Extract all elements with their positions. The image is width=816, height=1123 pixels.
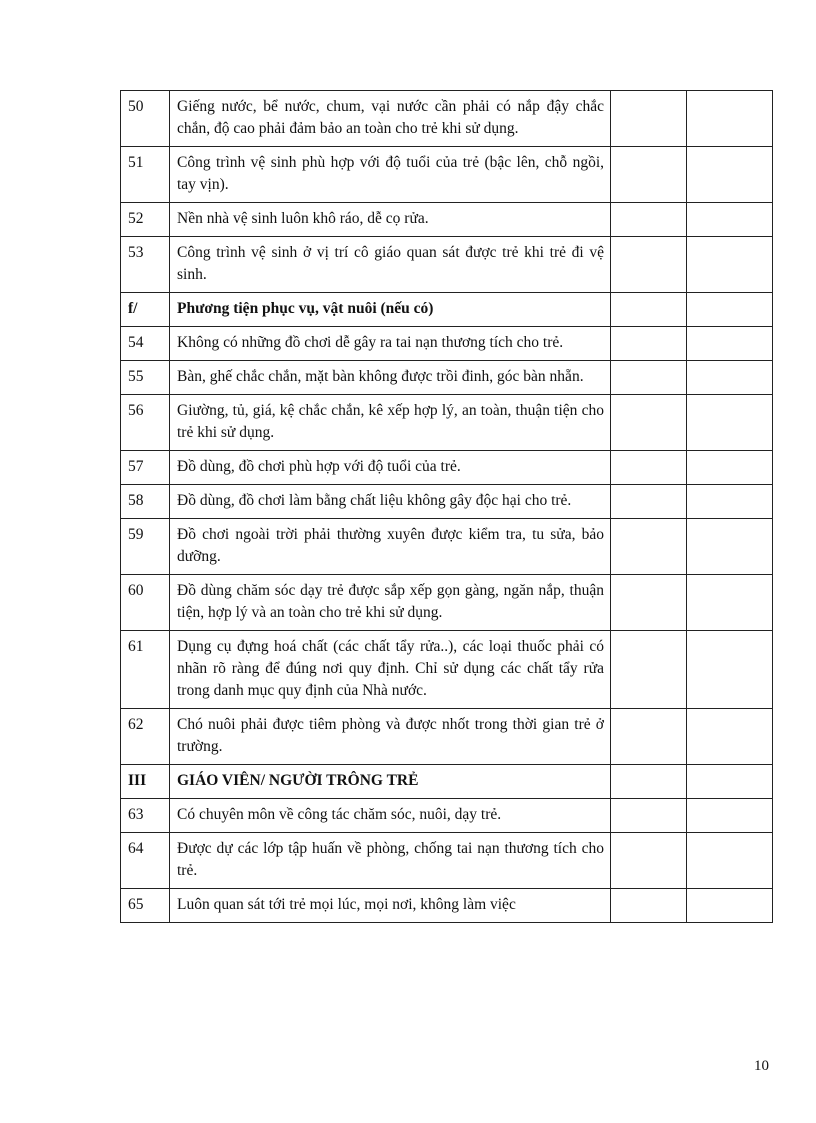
section-title: GIÁO VIÊN/ NGƯỜI TRÔNG TRẺ bbox=[170, 765, 611, 799]
criterion-text: Chó nuôi phải được tiêm phòng và được nhốt trong thời gian trẻ ở trường. bbox=[170, 709, 611, 765]
criterion-text: Luôn quan sát tới trẻ mọi lúc, mọi nơi, không làm việc bbox=[170, 889, 611, 923]
table-row bbox=[121, 361, 773, 395]
check-cell-a[interactable] bbox=[611, 237, 687, 293]
criterion-text: Nền nhà vệ sinh luôn khô ráo, dễ cọ rửa. bbox=[170, 203, 611, 237]
check-cell-a[interactable] bbox=[611, 765, 687, 799]
check-cell-b[interactable] bbox=[687, 361, 773, 395]
criterion-text: Đồ chơi ngoài trời phải thường xuyên được kiểm tra, tu sửa, bảo dưỡng. bbox=[170, 519, 611, 575]
check-cell-a[interactable] bbox=[611, 395, 687, 451]
check-cell-b[interactable] bbox=[687, 631, 773, 709]
criterion-text: Giếng nước, bể nước, chum, vại nước cần phải có nắp đậy chắc chắn, độ cao phải đảm bảo an toàn cho trẻ khi sử dụng. bbox=[170, 91, 611, 147]
check-cell-b[interactable] bbox=[687, 485, 773, 519]
criterion-text: Đồ dùng, đồ chơi làm bằng chất liệu không gây độc hại cho trẻ. bbox=[170, 485, 611, 519]
row-number: 59 bbox=[121, 519, 170, 575]
criterion-text: Đồ dùng, đồ chơi phù hợp với độ tuổi của trẻ. bbox=[170, 451, 611, 485]
check-cell-b[interactable] bbox=[687, 833, 773, 889]
check-cell-a[interactable] bbox=[611, 631, 687, 709]
row-number: III bbox=[121, 765, 170, 799]
row-number: 56 bbox=[121, 395, 170, 451]
row-number: f/ bbox=[121, 293, 170, 327]
row-number: 55 bbox=[121, 361, 170, 395]
row-number: 53 bbox=[121, 237, 170, 293]
table-row bbox=[121, 631, 773, 709]
check-cell-b[interactable] bbox=[687, 327, 773, 361]
check-cell-a[interactable] bbox=[611, 889, 687, 923]
check-cell-a[interactable] bbox=[611, 327, 687, 361]
check-cell-a[interactable] bbox=[611, 293, 687, 327]
check-cell-b[interactable] bbox=[687, 395, 773, 451]
check-cell-a[interactable] bbox=[611, 799, 687, 833]
check-cell-b[interactable] bbox=[687, 147, 773, 203]
criterion-text: Dụng cụ đựng hoá chất (các chất tẩy rửa..), các loại thuốc phải có nhãn rõ ràng để đúng nơi quy định. Chỉ sử dụng các chất tẩy rửa trong danh mục quy định của Nhà nước. bbox=[170, 631, 611, 709]
criterion-text: Giường, tủ, giá, kệ chắc chắn, kê xếp hợp lý, an toàn, thuận tiện cho trẻ khi sử dụng. bbox=[170, 395, 611, 451]
table-row bbox=[121, 485, 773, 519]
table-row bbox=[121, 889, 773, 923]
criterion-text: Bàn, ghế chắc chắn, mặt bàn không được trồi đinh, góc bàn nhẵn. bbox=[170, 361, 611, 395]
check-cell-a[interactable] bbox=[611, 203, 687, 237]
check-cell-a[interactable] bbox=[611, 451, 687, 485]
row-number: 65 bbox=[121, 889, 170, 923]
table-row bbox=[121, 799, 773, 833]
check-cell-b[interactable] bbox=[687, 889, 773, 923]
table-row bbox=[121, 237, 773, 293]
checklist-table bbox=[120, 90, 773, 923]
section-title: Phương tiện phục vụ, vật nuôi (nếu có) bbox=[170, 293, 611, 327]
criterion-text: Công trình vệ sinh ở vị trí cô giáo quan sát được trẻ khi trẻ đi vệ sinh. bbox=[170, 237, 611, 293]
section-row bbox=[121, 765, 773, 799]
table-row bbox=[121, 451, 773, 485]
check-cell-a[interactable] bbox=[611, 709, 687, 765]
criterion-text: Được dự các lớp tập huấn về phòng, chống tai nạn thương tích cho trẻ. bbox=[170, 833, 611, 889]
section-row bbox=[121, 293, 773, 327]
table-row bbox=[121, 395, 773, 451]
table-row bbox=[121, 91, 773, 147]
row-number: 58 bbox=[121, 485, 170, 519]
check-cell-a[interactable] bbox=[611, 519, 687, 575]
table-row bbox=[121, 203, 773, 237]
check-cell-b[interactable] bbox=[687, 203, 773, 237]
criterion-text: Đồ dùng chăm sóc dạy trẻ được sắp xếp gọn gàng, ngăn nắp, thuận tiện, hợp lý và an toàn cho trẻ khi sử dụng. bbox=[170, 575, 611, 631]
check-cell-b[interactable] bbox=[687, 451, 773, 485]
page-number: 10 bbox=[754, 1058, 769, 1074]
check-cell-b[interactable] bbox=[687, 709, 773, 765]
checklist-body bbox=[121, 91, 773, 923]
check-cell-a[interactable] bbox=[611, 147, 687, 203]
check-cell-b[interactable] bbox=[687, 575, 773, 631]
check-cell-a[interactable] bbox=[611, 833, 687, 889]
check-cell-b[interactable] bbox=[687, 519, 773, 575]
row-number: 51 bbox=[121, 147, 170, 203]
check-cell-a[interactable] bbox=[611, 361, 687, 395]
row-number: 62 bbox=[121, 709, 170, 765]
check-cell-b[interactable] bbox=[687, 237, 773, 293]
table-row bbox=[121, 833, 773, 889]
row-number: 60 bbox=[121, 575, 170, 631]
check-cell-a[interactable] bbox=[611, 485, 687, 519]
table-row bbox=[121, 575, 773, 631]
check-cell-b[interactable] bbox=[687, 799, 773, 833]
check-cell-b[interactable] bbox=[687, 91, 773, 147]
criterion-text: Có chuyên môn về công tác chăm sóc, nuôi, dạy trẻ. bbox=[170, 799, 611, 833]
check-cell-a[interactable] bbox=[611, 91, 687, 147]
criterion-text: Công trình vệ sinh phù hợp với độ tuổi của trẻ (bậc lên, chỗ ngồi, tay vịn). bbox=[170, 147, 611, 203]
table-row bbox=[121, 147, 773, 203]
table-row bbox=[121, 709, 773, 765]
row-number: 52 bbox=[121, 203, 170, 237]
row-number: 57 bbox=[121, 451, 170, 485]
check-cell-a[interactable] bbox=[611, 575, 687, 631]
table-row bbox=[121, 327, 773, 361]
table-row bbox=[121, 519, 773, 575]
row-number: 54 bbox=[121, 327, 170, 361]
check-cell-b[interactable] bbox=[687, 293, 773, 327]
row-number: 50 bbox=[121, 91, 170, 147]
check-cell-b[interactable] bbox=[687, 765, 773, 799]
row-number: 64 bbox=[121, 833, 170, 889]
row-number: 63 bbox=[121, 799, 170, 833]
row-number: 61 bbox=[121, 631, 170, 709]
criterion-text: Không có những đồ chơi dễ gây ra tai nạn thương tích cho trẻ. bbox=[170, 327, 611, 361]
